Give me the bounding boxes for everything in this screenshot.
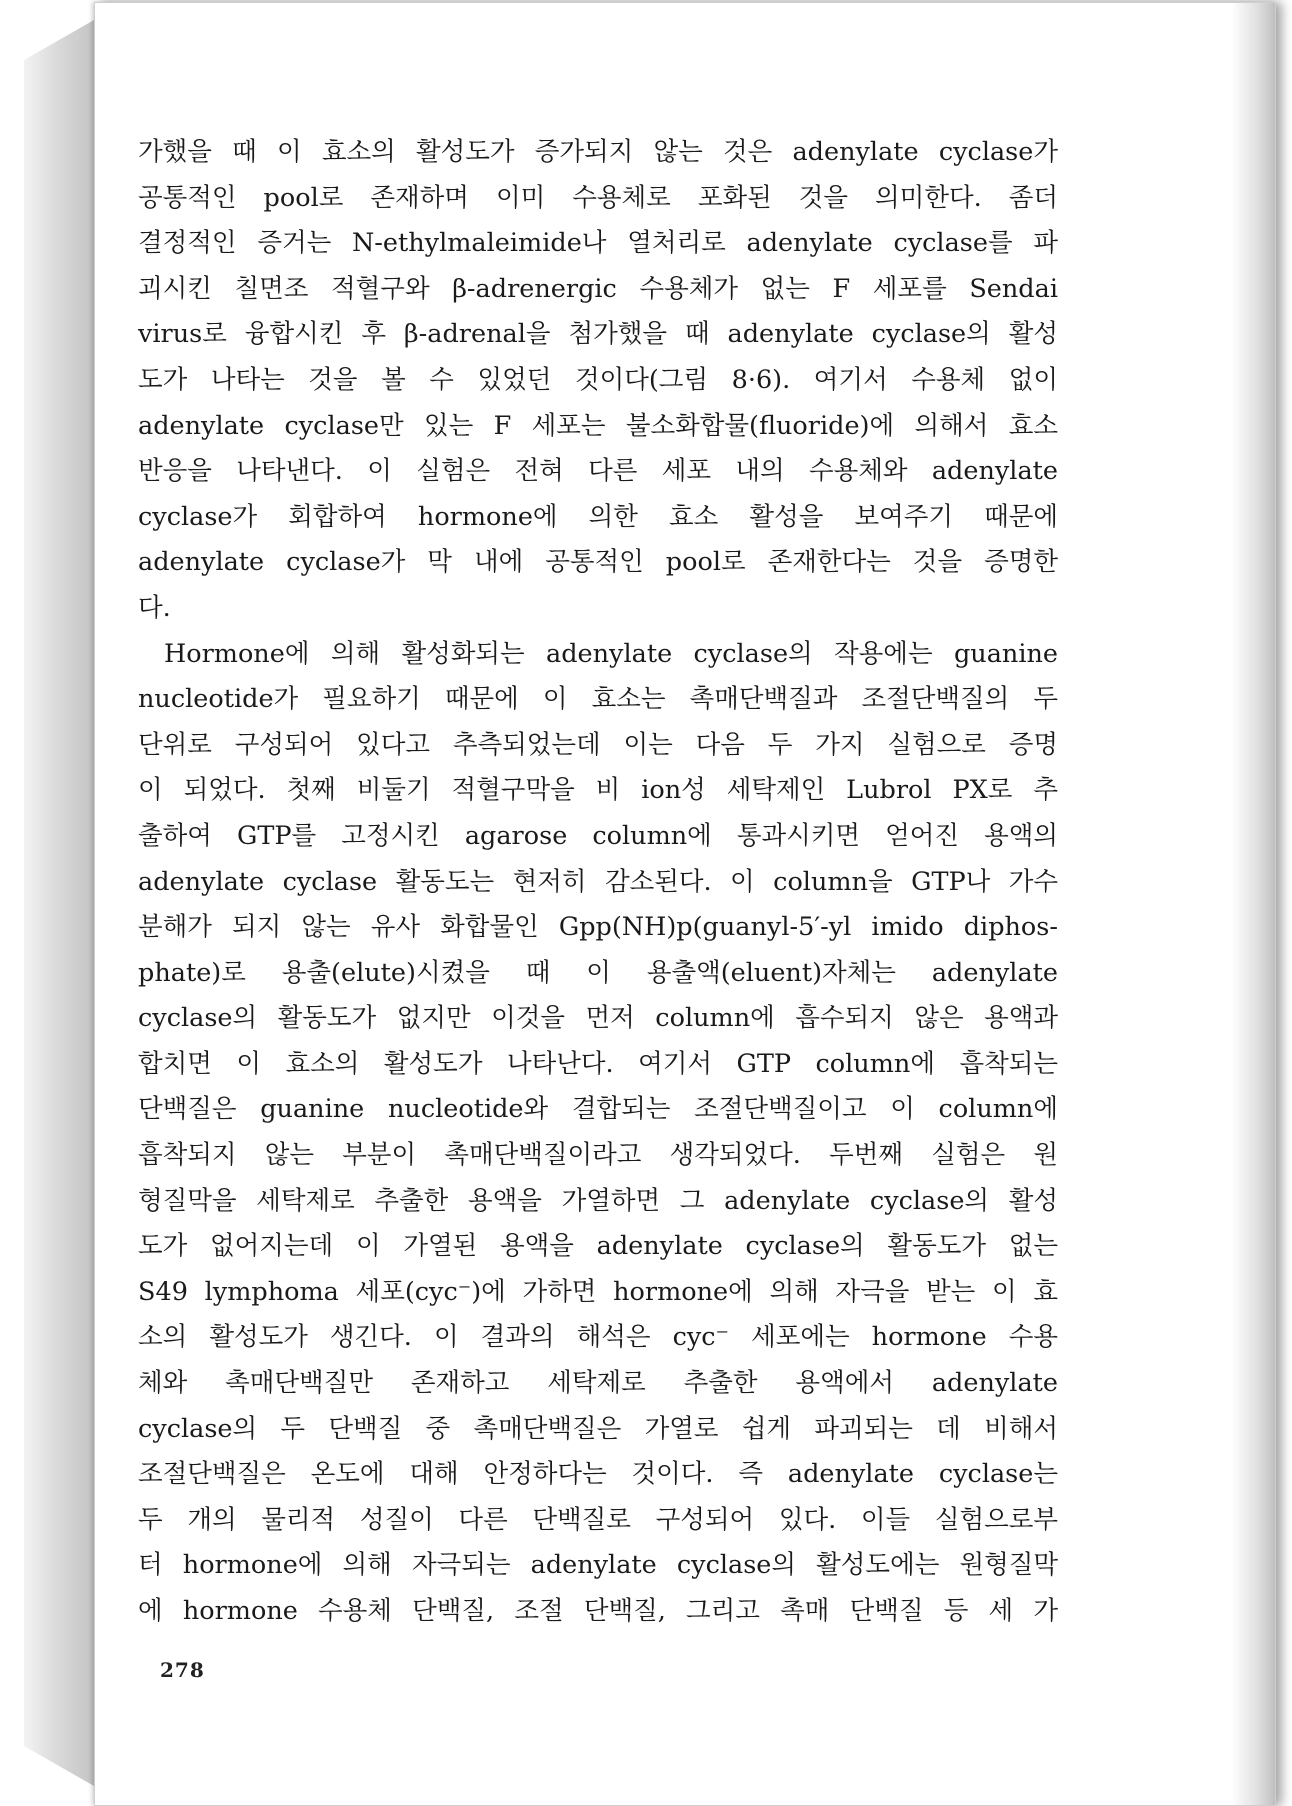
text-line: 분해가 되지 않는 유사 화합물인 Gpp(NH)p(guanyl-5′-yl imido diphos- bbox=[138, 912, 1058, 943]
text-line: 조절단백질은 온도에 대해 안정하다는 것이다. 즉 adenylate cyclase는 bbox=[138, 1459, 1058, 1490]
text-line: 도가 나타는 것을 볼 수 있었던 것이다(그림 8·6). 여기서 수용체 없이 bbox=[138, 364, 1058, 395]
text-line: 결정적인 증거는 N-ethylmaleimide나 열처리로 adenylate cyclase를 파 bbox=[138, 228, 1058, 259]
text-line: 가했을 때 이 효소의 활성도가 증가되지 않는 것은 adenylate cyclase가 bbox=[138, 137, 1058, 167]
page-number: 278 bbox=[160, 1658, 205, 1682]
text-line: 단위로 구성되어 있다고 추측되었는데 이는 다음 두 가지 실험으로 증명 bbox=[138, 729, 1058, 760]
text-line: cyclase의 활동도가 없지만 이것을 먼저 column에 흡수되지 않은 용액과 bbox=[138, 1003, 1058, 1034]
page-spine-shadow bbox=[1231, 3, 1275, 1805]
text-line: 공통적인 pool로 존재하며 이미 수용체로 포화된 것을 의미한다. 좀더 bbox=[138, 182, 1058, 213]
text-line: S49 lymphoma 세포(cyc⁻)에 가하면 hormone에 의해 자극을 받는 이 효 bbox=[138, 1276, 1058, 1307]
text-line: 이 되었다. 첫째 비둘기 적혈구막을 비 ion성 세탁제인 Lubrol PX로 추 bbox=[138, 775, 1058, 806]
text-line: 소의 활성도가 생긴다. 이 결과의 해석은 cyc⁻ 세포에는 hormone 수용 bbox=[138, 1322, 1058, 1353]
text-line: adenylate cyclase만 있는 F 세포는 불소화합물(fluoride)에 의해서 효소 bbox=[138, 410, 1058, 441]
text-line: 다. bbox=[138, 592, 171, 623]
text-line: 도가 없어지는데 이 가열된 용액을 adenylate cyclase의 활동도가 없는 bbox=[138, 1231, 1058, 1262]
text-line: 흡착되지 않는 부분이 촉매단백질이라고 생각되었다. 두번째 실험은 원 bbox=[138, 1140, 1058, 1171]
text-line: virus로 융합시킨 후 β-adrenal을 첨가했을 때 adenylate cyclase의 활성 bbox=[138, 319, 1058, 350]
text-line: cyclase의 두 단백질 중 촉매단백질은 가열로 쉽게 파괴되는 데 비해서 bbox=[138, 1413, 1058, 1444]
text-line: 에 hormone 수용체 단백질, 조절 단백질, 그리고 촉매 단백질 등 세 가 bbox=[138, 1596, 1058, 1626]
text-line: nucleotide가 필요하기 때문에 이 효소는 촉매단백질과 조절단백질의 두 bbox=[138, 684, 1058, 715]
book-page-edges bbox=[24, 20, 94, 1786]
text-line: phate)로 용출(elute)시켰을 때 이 용출액(eluent)자체는 adenylate bbox=[138, 957, 1058, 988]
text-line: cyclase가 회합하여 hormone에 의한 효소 활성을 보여주기 때문에 bbox=[138, 501, 1058, 532]
body-text bbox=[138, 130, 1058, 1635]
text-line: 단백질은 guanine nucleotide와 결합되는 조절단백질이고 이 column에 bbox=[138, 1094, 1058, 1125]
paragraph-start-line: Hormone에 의해 활성화되는 adenylate cyclase의 작용에는 guanine bbox=[164, 638, 1058, 669]
text-line: 터 hormone에 의해 자극되는 adenylate cyclase의 활성도에는 원형질막 bbox=[138, 1550, 1058, 1581]
text-line: 괴시킨 칠면조 적혈구와 β-adrenergic 수용체가 없는 F 세포를 Sendai bbox=[138, 273, 1058, 304]
text-line: 형질막을 세탁제로 추출한 용액을 가열하면 그 adenylate cyclase의 활성 bbox=[138, 1185, 1058, 1216]
text-line: 출하여 GTP를 고정시킨 agarose column에 통과시키면 얻어진 용액의 bbox=[138, 820, 1058, 851]
text-line: 반응을 나타낸다. 이 실험은 전혀 다른 세포 내의 수용체와 adenylate bbox=[138, 456, 1058, 487]
text-line: adenylate cyclase가 막 내에 공통적인 pool로 존재한다는 것을 증명한 bbox=[138, 547, 1058, 578]
text-line: 합치면 이 효소의 활성도가 나타난다. 여기서 GTP column에 흡착되는 bbox=[138, 1048, 1058, 1079]
text-line: 체와 촉매단백질만 존재하고 세탁제로 추출한 용액에서 adenylate bbox=[138, 1368, 1058, 1399]
text-line: 두 개의 물리적 성질이 다른 단백질로 구성되어 있다. 이들 실험으로부 bbox=[138, 1504, 1058, 1535]
text-line: adenylate cyclase 활동도는 현저히 감소된다. 이 column을 GTP나 가수 bbox=[138, 866, 1058, 897]
